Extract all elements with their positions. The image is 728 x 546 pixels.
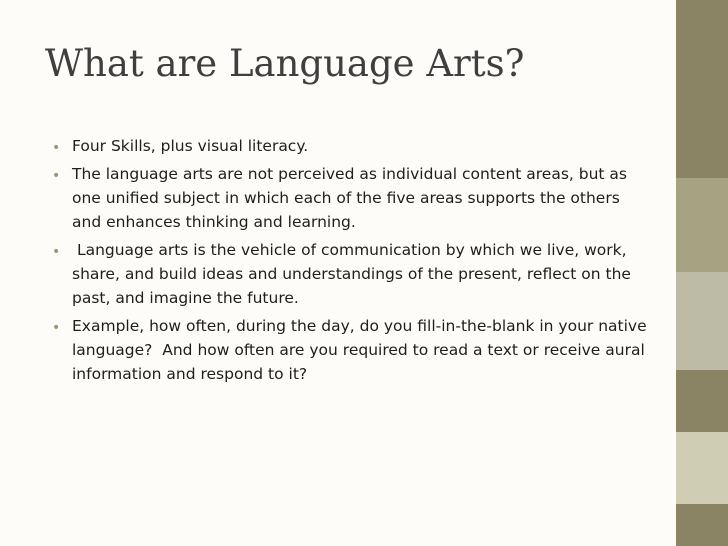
bullet-text: Four Skills, plus visual literacy. — [72, 137, 309, 155]
bullet-icon: • — [52, 320, 61, 336]
bullet-text: Example, how often, during the day, do you fill-in-the-blank in your native language? And how often are you required to read a text or receive aural information and respond to it? — [72, 317, 652, 383]
bullet-text: The language arts are not perceived as individual content areas, but as one unified subject in which each of the five areas supports the others and enhances thinking and learning. — [72, 165, 628, 231]
decorative-side-bar — [676, 272, 728, 370]
decorative-side-bar — [676, 432, 728, 504]
decorative-side-bar — [676, 178, 728, 272]
bullet-text: Language arts is the vehicle of communication by which we live, work, share, and build ideas and understandings of the present, reflect on the past, and imagine the future. — [72, 241, 636, 307]
bullet-item — [50, 238, 650, 310]
bullet-item — [50, 134, 650, 158]
bullet-icon: • — [52, 244, 61, 260]
bullet-item — [50, 314, 650, 386]
slide-title: What are Language Arts? — [45, 42, 525, 85]
decorative-side-bar — [676, 504, 728, 546]
bullet-list — [50, 134, 650, 390]
decorative-side-bar — [676, 370, 728, 432]
decorative-side-bar — [676, 0, 728, 178]
bullet-icon: • — [52, 140, 61, 156]
bullet-item — [50, 162, 650, 234]
bullet-icon: • — [52, 168, 61, 184]
